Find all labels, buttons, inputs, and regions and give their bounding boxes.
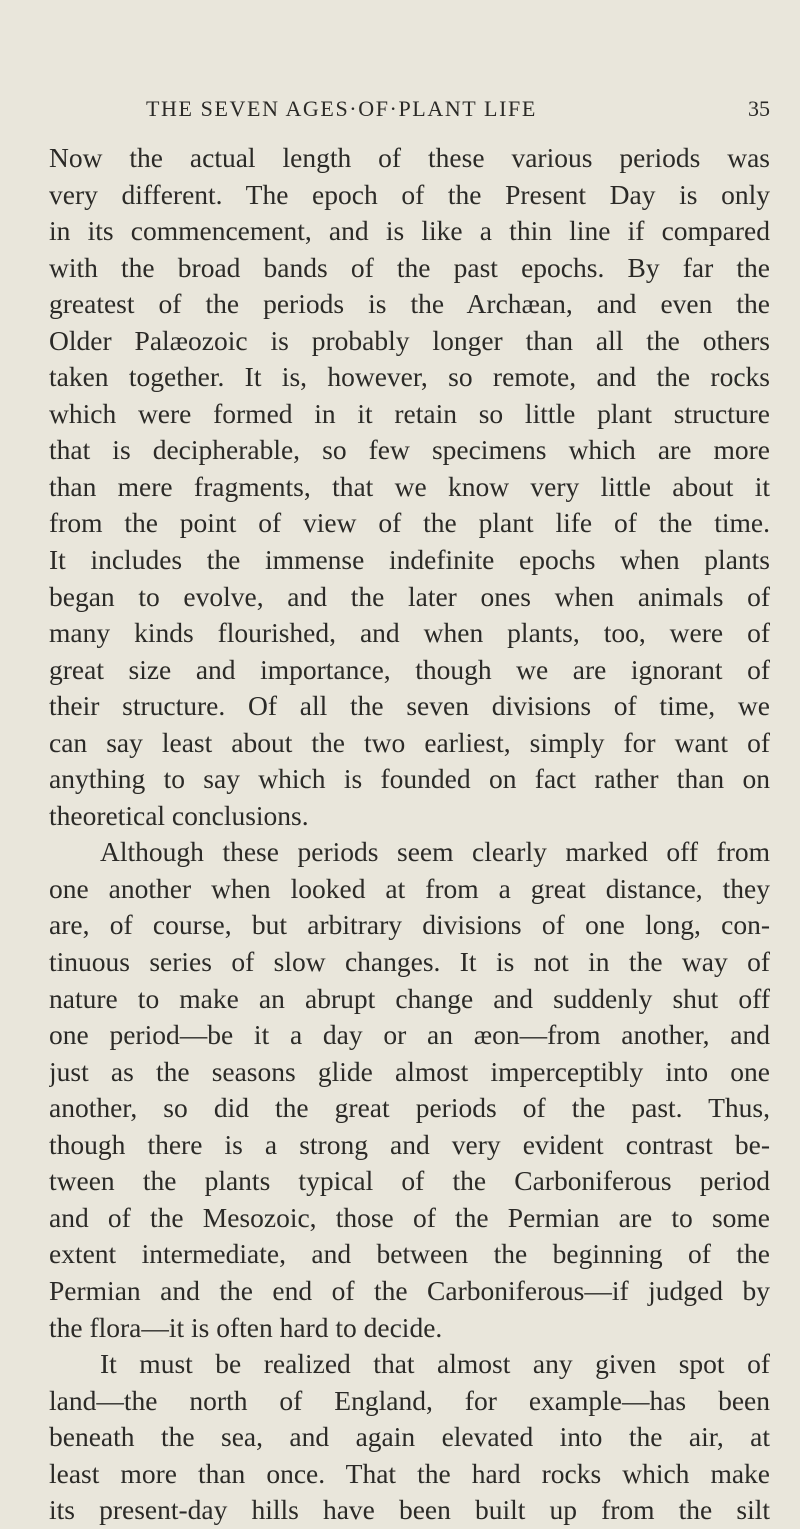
text-line: land—the north of England, for example—has been <box>49 1384 770 1416</box>
text-line: the flora—it is often hard to decide. <box>49 1311 443 1343</box>
body-text <box>49 140 770 1529</box>
text-line: which were formed in it retain so little plant structure <box>49 397 770 429</box>
text-line: are, of course, but arbitrary divisions of one long, con- <box>49 909 770 941</box>
page-number: 35 <box>748 96 770 121</box>
text-line: one period—be it a day or an æon—from another, and <box>49 1019 770 1051</box>
text-line: great size and importance, though we are ignorant of <box>49 653 770 685</box>
text-line: and of the Mesozoic, those of the Permian are to some <box>49 1201 770 1233</box>
text-line: least more than once. That the hard rocks which make <box>49 1457 770 1489</box>
text-line: began to evolve, and the later ones when animals of <box>49 580 770 612</box>
text-line: in its commencement, and is like a thin line if compared <box>49 215 770 247</box>
text-line: It must be realized that almost any given spot of <box>100 1348 770 1380</box>
text-line: taken together. It is, however, so remote, and the rocks <box>49 361 770 393</box>
running-head <box>146 96 770 126</box>
text-line: anything to say which is founded on fact rather than on <box>49 763 770 795</box>
paragraph <box>49 140 770 834</box>
paragraph <box>49 1346 770 1529</box>
text-line: though there is a strong and very evident contrast be- <box>49 1128 770 1160</box>
running-title: THE SEVEN AGES·OF·PLANT LIFE <box>146 96 537 121</box>
text-line: Permian and the end of the Carboniferous—if judged by <box>49 1274 770 1306</box>
paragraph <box>49 834 770 1346</box>
text-line: Although these periods seem clearly marked off from <box>100 836 770 868</box>
text-line: its present-day hills have been built up from the silt <box>49 1494 770 1526</box>
text-line: from the point of view of the plant life of the time. <box>49 507 770 539</box>
text-line: just as the seasons glide almost imperceptibly into one <box>49 1055 770 1087</box>
text-line: tween the plants typical of the Carboniferous period <box>49 1165 770 1197</box>
text-line: Older Palæozoic is probably longer than all the others <box>49 324 770 356</box>
text-line: can say least about the two earliest, simply for want of <box>49 726 770 758</box>
text-line: extent intermediate, and between the beginning of the <box>49 1238 770 1270</box>
text-line: another, so did the great periods of the past. Thus, <box>49 1092 770 1124</box>
text-line: that is decipherable, so few specimens which are more <box>49 434 770 466</box>
text-line: their structure. Of all the seven divisions of time, we <box>49 690 770 722</box>
text-line: many kinds flourished, and when plants, too, were of <box>49 617 770 649</box>
text-line: beneath the sea, and again elevated into the air, at <box>49 1421 770 1453</box>
text-line: very different. The epoch of the Present Day is only <box>49 178 770 210</box>
text-line: theoretical conclusions. <box>49 799 309 831</box>
text-line: than mere fragments, that we know very little about it <box>49 470 770 502</box>
text-line: one another when looked at from a great distance, they <box>49 872 770 904</box>
text-line: greatest of the periods is the Archæan, and even the <box>49 288 770 320</box>
text-line: with the broad bands of the past epochs. By far the <box>49 251 770 283</box>
text-line: tinuous series of slow changes. It is not in the way of <box>49 946 770 978</box>
text-line: It includes the immense indefinite epochs when plants <box>49 544 770 576</box>
text-line: Now the actual length of these various periods was <box>49 142 770 173</box>
text-line: nature to make an abrupt change and suddenly shut off <box>49 982 770 1014</box>
